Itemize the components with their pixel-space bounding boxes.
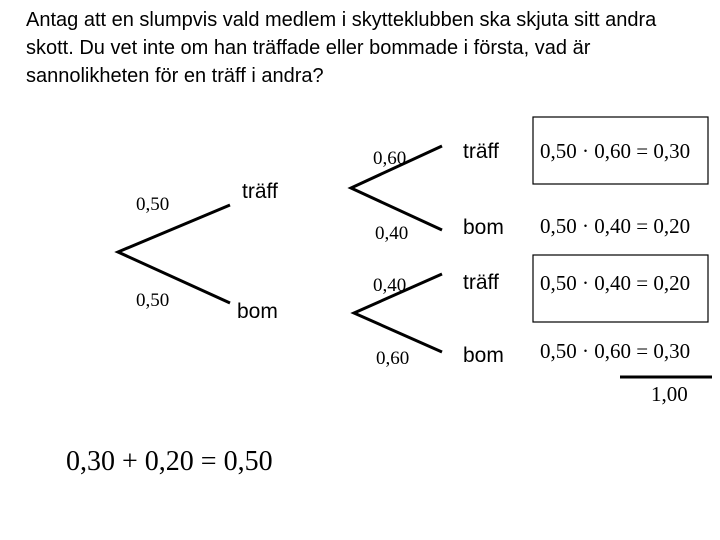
answer-sum: 0,30 + 0,20 = 0,50: [66, 446, 273, 477]
first-prob-miss: 0,50: [136, 290, 170, 311]
after-hit-prob-miss: 0,40: [375, 223, 409, 244]
after-hit-prob-hit: 0,60: [373, 148, 407, 169]
first-level-branches: [118, 205, 230, 303]
product-3: 0,50 · 0,40 = 0,20: [540, 271, 691, 295]
after-miss-label-miss: bom: [463, 344, 504, 367]
total-value: 1,00: [651, 382, 688, 406]
after-miss-prob-miss: 0,60: [376, 348, 410, 369]
product-2: 0,50 · 0,40 = 0,20: [540, 214, 691, 238]
question-text: Antag att en slumpvis vald medlem i skytteklubben ska skjuta sitt andra skott. Du vet inte om han träffade eller bommade i första, vad är sannolikheten för en träff i andra?: [26, 9, 657, 87]
product-1: 0,50 · 0,60 = 0,30: [540, 139, 691, 163]
after-miss-label-hit: träff: [463, 271, 499, 294]
after-hit-label-miss: bom: [463, 216, 504, 239]
first-label-hit: träff: [242, 180, 278, 203]
after-hit-label-hit: träff: [463, 140, 499, 163]
first-label-miss: bom: [237, 300, 278, 323]
product-4: 0,50 · 0,60 = 0,30: [540, 339, 691, 363]
after-miss-prob-hit: 0,40: [373, 275, 407, 296]
first-prob-hit: 0,50: [136, 194, 170, 215]
